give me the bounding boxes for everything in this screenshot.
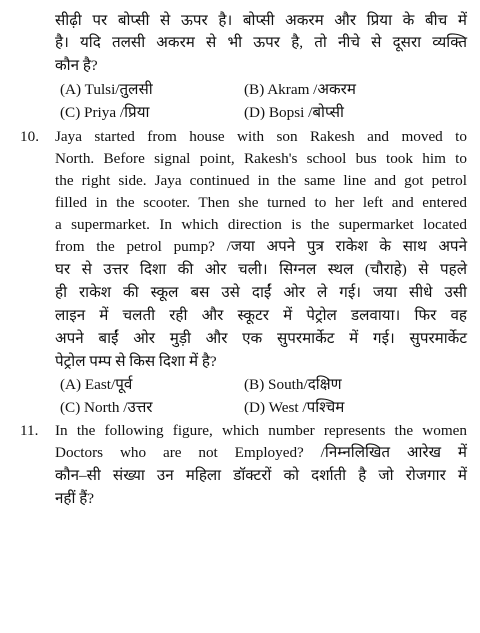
q10-line-7: घर से उत्तर दिशा की ओर चली। सिग्नल स्थल (चौराहे) से पहले	[55, 261, 467, 278]
q10-line-3: the right side. Jaya continued in the same line and got petrol	[55, 172, 467, 189]
q10-number: 10.	[20, 128, 39, 145]
q10-option-b: (B) South/दक्षिण	[244, 376, 342, 393]
q9-option-d: (D) Bopsi /बोप्सी	[244, 104, 344, 121]
q10-line-8: ही राकेश की स्कूल बस उसे दाईं ओर ले गई। जया सीधे उसी	[55, 284, 467, 301]
q11-line-2: Doctors who are not Employed? /निम्नलिखित आरेख में	[55, 444, 467, 461]
q9-option-c: (C) Priya /प्रिया	[60, 104, 150, 121]
q10-option-c: (C) North /उत्तर	[60, 399, 153, 416]
q11-number: 11.	[20, 422, 39, 439]
q10-line-5: a supermarket. In which direction is the supermarket located	[55, 216, 467, 233]
q10-line-11: पेट्रोल पम्प से किस दिशा में है?	[55, 353, 217, 370]
q11-line-1: In the following figure, which number represents the women	[55, 422, 467, 439]
q10-option-a: (A) East/पूर्व	[60, 376, 133, 393]
q10-line-9: लाइन में चलती रही और स्कूटर में पेट्रोल डलवाया। फिर वह	[55, 307, 467, 324]
q11-line-4: नहीं हैं?	[55, 490, 95, 507]
q10-option-d: (D) West /पश्चिम	[244, 399, 345, 416]
q10-line-2: North. Before signal point, Rakesh's school bus took him to	[55, 150, 467, 167]
q9-option-b: (B) Akram /अकरम	[244, 81, 356, 98]
q9-line-3: कौन है?	[55, 57, 98, 74]
q11-line-3: कौन–सी संख्या उन महिला डॉक्टरों को दर्शाती है जो रोजगार में	[55, 467, 467, 484]
q10-line-10: अपने बाईं ओर मुड़ी और एक सुपरमार्केट में गई। सुपरमार्केट	[55, 330, 467, 347]
q10-line-4: filled in the scooter. Then she turned to her left and entered	[55, 194, 467, 211]
q10-line-6: from the petrol pump? /जया अपने पुत्र राकेश के साथ अपने	[55, 238, 467, 255]
q9-line-2: है। यदि तलसी अकरम से भी ऊपर है, तो नीचे से दूसरा व्यक्ति	[55, 34, 467, 51]
q10-line-1: Jaya started from house with son Rakesh and moved to	[55, 128, 467, 145]
q9-line-1: सीढ़ी पर बोप्सी से ऊपर है। बोप्सी अकरम और प्रिया के बीच में	[55, 12, 467, 29]
q9-option-a: (A) Tulsi/तुलसी	[60, 81, 153, 98]
